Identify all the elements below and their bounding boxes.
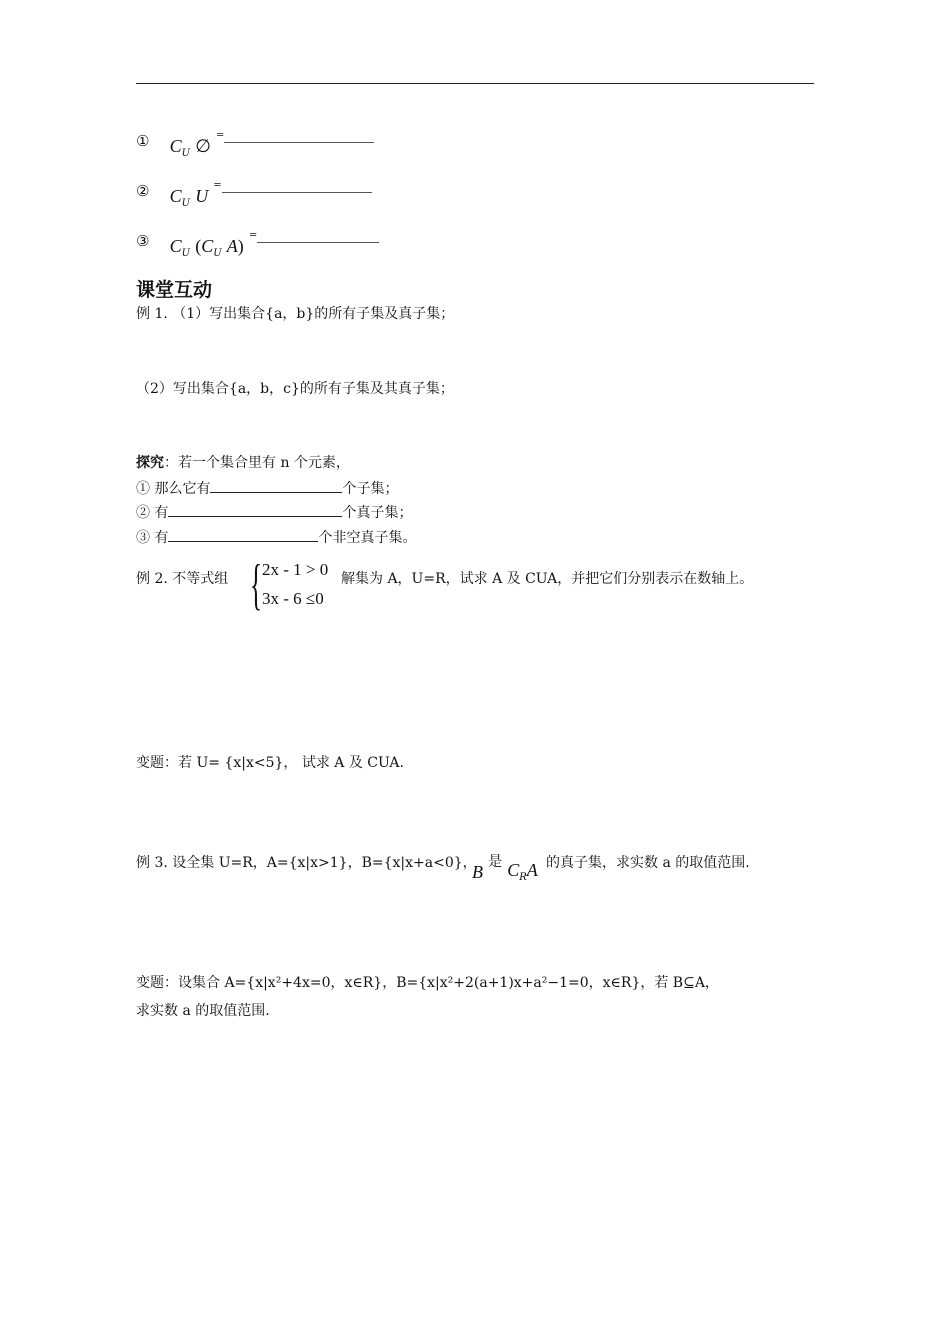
- example1-question2: （2）写出集合{a，b，c}的所有子集及其真子集；: [136, 381, 454, 397]
- set-b: B: [472, 862, 483, 882]
- explore-label: 探究: [136, 455, 164, 471]
- answer-blank[interactable]: [168, 504, 342, 517]
- explore-suffix: 个真子集；: [342, 505, 413, 521]
- section-heading: 课堂互动: [136, 279, 213, 301]
- empty-set-symbol: ∅: [195, 136, 211, 156]
- example3-math: [472, 850, 538, 883]
- complement-symbol: C: [169, 136, 182, 156]
- equals-sign: =: [248, 230, 258, 241]
- equals-sign: =: [213, 180, 222, 191]
- close-paren: ): [237, 236, 244, 256]
- variant2-line1: 变题：设集合 A={x|x²+4x=0，x∈R}，B={x|x²+2(a+1)x+a²−1=0，x∈R}，若 B⊆A，: [136, 975, 719, 991]
- set-a: A: [526, 860, 538, 880]
- explore-item-1: [136, 478, 398, 498]
- answer-blank[interactable]: [257, 241, 379, 243]
- answer-blank[interactable]: [222, 191, 372, 193]
- universal-set: U: [195, 186, 209, 206]
- answer-blank[interactable]: [168, 529, 318, 542]
- variant2-line2: 求实数 a 的取值范围.: [136, 1003, 270, 1019]
- subscript: R: [519, 872, 527, 883]
- answer-blank[interactable]: [210, 480, 342, 493]
- item-marker: ③: [136, 232, 150, 250]
- complement-item-2: [136, 180, 372, 209]
- item-marker: ②: [136, 182, 150, 200]
- inner-subscript: U: [213, 248, 222, 259]
- example2-suffix: 解集为 A，U=R，试求 A 及 CUA，并把它们分别表示在数轴上。: [341, 571, 754, 587]
- complement-item-3: [136, 230, 379, 259]
- complement-symbol: C: [169, 236, 182, 256]
- complement-symbol: C: [169, 186, 182, 206]
- explore-suffix: 个非空真子集。: [318, 530, 417, 546]
- example2-prefix: 例 2. 不等式组: [136, 571, 229, 587]
- subscript: U: [181, 148, 191, 159]
- complement-symbol: C: [507, 860, 520, 880]
- explore-prefix: ③ 有: [136, 530, 169, 546]
- equals-sign: =: [215, 130, 225, 141]
- is-text: 是: [488, 854, 503, 870]
- set-a: A: [226, 236, 238, 256]
- example1-question1: 例 1. （1）写出集合{a，b}的所有子集及真子集；: [136, 306, 455, 322]
- explore-intro: [136, 452, 350, 472]
- example3-suffix: 的真子集，求实数 a 的取值范围.: [546, 855, 750, 871]
- subscript: U: [181, 198, 191, 209]
- explore-item-3: [136, 527, 416, 547]
- subscript: U: [181, 248, 191, 259]
- header-rule: [136, 83, 814, 84]
- inner-complement-symbol: C: [201, 236, 214, 256]
- open-paren: (: [195, 236, 202, 256]
- system-brace: {: [250, 554, 263, 616]
- explore-item-2: [136, 502, 412, 522]
- explore-prefix: ① 那么它有: [136, 481, 211, 497]
- inequality-line-1: 2x - 1 > 0: [262, 560, 329, 579]
- variant1-text: 变题：若 U= {x|x<5}， 试求 A 及 CUA.: [136, 755, 404, 771]
- explore-text: ：若一个集合里有 n 个元素，: [164, 455, 350, 471]
- complement-item-1: [136, 130, 374, 159]
- explore-suffix: 个子集；: [342, 481, 399, 497]
- answer-blank[interactable]: [224, 141, 374, 143]
- explore-prefix: ② 有: [136, 505, 169, 521]
- inequality-line-2: 3x - 6 ≤0: [262, 589, 324, 608]
- item-marker: ①: [136, 132, 150, 150]
- example3-prefix: 例 3. 设全集 U=R，A={x|x>1}，B={x|x+a<0}，: [136, 855, 477, 871]
